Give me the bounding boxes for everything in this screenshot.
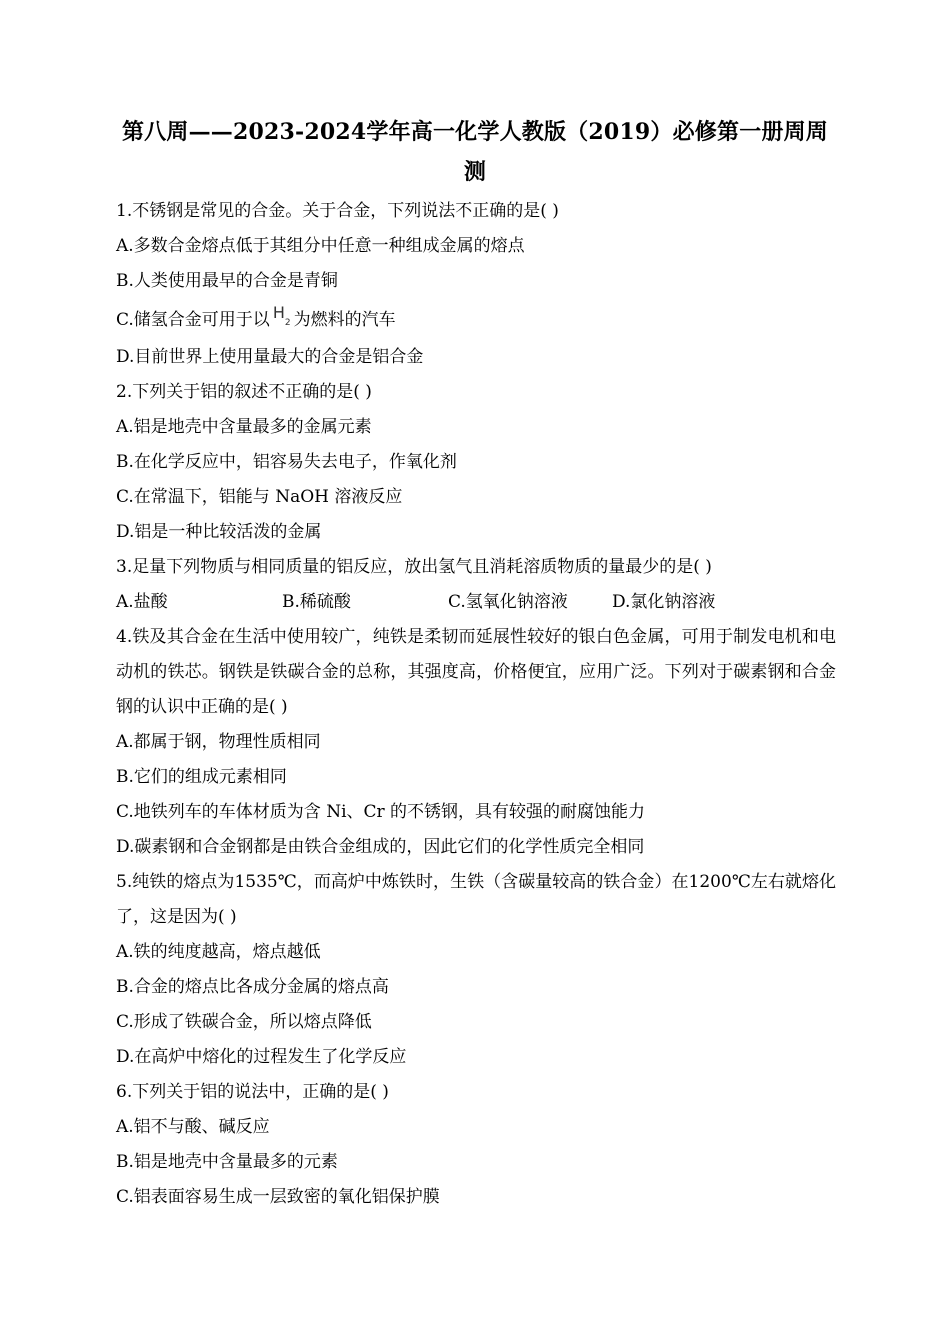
q6-option-c: C.铝表面容易生成一层致密的氧化铝保护膜: [116, 1187, 440, 1207]
q6-option-b: B.铝是地壳中含量最多的元素: [116, 1152, 338, 1172]
q1-stem: 1.不锈钢是常见的合金。关于合金，下列说法不正确的是( ): [116, 201, 559, 221]
q3-options-row: [116, 585, 836, 620]
question-list: [116, 194, 836, 1215]
q1-option-d: D.目前世界上使用量最大的合金是铝合金: [116, 347, 424, 367]
h2-formula: [272, 303, 291, 329]
q5-option-c: C.形成了铁碳合金，所以熔点降低: [116, 1012, 372, 1032]
q1-option-a: A.多数合金熔点低于其组分中任意一种组成金属的熔点: [116, 236, 525, 256]
q4-option-c: C.地铁列车的车体材质为含 Ni、Cr 的不锈钢，具有较强的耐腐蚀能力: [116, 802, 646, 822]
q3-stem: 3.足量下列物质与相同质量的铝反应，放出氢气且消耗溶质物质的量最少的是( ): [116, 557, 712, 577]
q1-option-b: B.人类使用最早的合金是青铜: [116, 271, 338, 291]
q6-stem: 6.下列关于铝的说法中，正确的是( ): [116, 1082, 389, 1102]
page-title: 第八周——2023-2024学年高一化学人教版（2019）必修第一册周周测: [121, 119, 829, 185]
q1-option-c-prefix: C.储氢合金可用于以: [116, 310, 270, 330]
q5-option-a: A.铁的纯度越高，熔点越低: [116, 942, 321, 962]
q1-option-c-suffix: 为燃料的汽车: [293, 310, 396, 330]
q4-option-d: D.碳素钢和合金钢都是由铁合金组成的，因此它们的化学性质完全相同: [116, 837, 645, 857]
h2-formula-subscript: 2: [284, 318, 291, 329]
q5-option-b: B.合金的熔点比各成分金属的熔点高: [116, 977, 389, 997]
q3-option-d: D.氯化钠溶液: [612, 592, 716, 612]
q4-option-a: A.都属于钢，物理性质相同: [116, 732, 321, 752]
q3-option-c: C.氢氧化钠溶液: [448, 592, 568, 612]
q2-option-b: B.在化学反应中，铝容易失去电子，作氧化剂: [116, 452, 457, 472]
q2-option-d: D.铝是一种比较活泼的金属: [116, 522, 322, 542]
q1-option-c: [116, 299, 836, 340]
h2-formula-symbol: H: [272, 303, 285, 322]
q5-option-d: D.在高炉中熔化的过程发生了化学反应: [116, 1047, 407, 1067]
q2-stem: 2.下列关于铝的叙述不正确的是( ): [116, 382, 372, 402]
q3-option-a: A.盐酸: [116, 592, 168, 612]
q6-option-a: A.铝不与酸、碱反应: [116, 1117, 270, 1137]
q3-option-b: B.稀硫酸: [282, 592, 351, 612]
q2-option-c: C.在常温下，铝能与 NaOH 溶液反应: [116, 487, 403, 507]
q4-option-b: B.它们的组成元素相同: [116, 767, 287, 787]
q5-stem: 5.纯铁的熔点为1535℃，而高炉中炼铁时，生铁（含碳量较高的铁合金）在1200℃左右就熔化了，这是因为( ): [116, 872, 836, 927]
q2-option-a: A.铝是地壳中含量最多的金属元素: [116, 417, 372, 437]
q4-stem: 4.铁及其合金在生活中使用较广，纯铁是柔韧而延展性较好的银白色金属，可用于制发电机和电动机的铁芯。钢铁是铁碳合金的总称，其强度高，价格便宜，应用广泛。下列对于碳素钢和合金钢的认识中正确的是( ): [116, 627, 836, 717]
